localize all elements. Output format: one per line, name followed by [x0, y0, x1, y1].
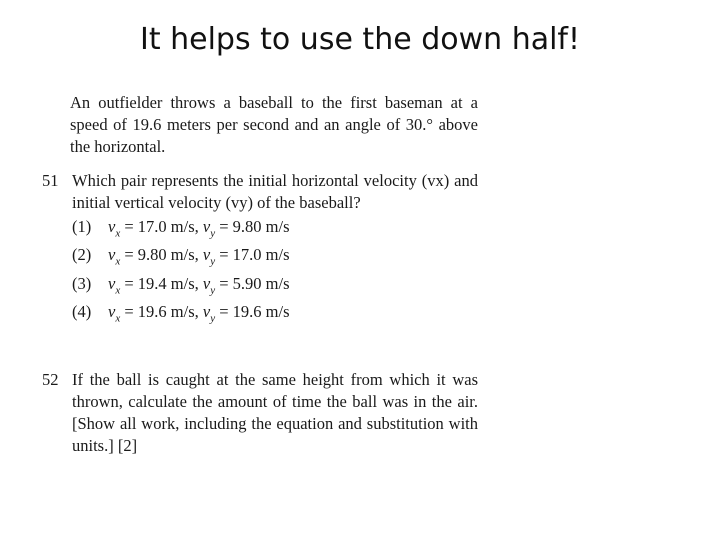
option-vy: 17.0 m/s — [232, 245, 290, 265]
option-vx: 19.4 m/s — [137, 273, 195, 293]
question-number: 52 — [42, 370, 59, 390]
option-vy: 5.90 m/s — [232, 273, 290, 293]
option-vx: 19.6 m/s — [137, 301, 195, 321]
answer-option[interactable]: (2) $v_x$ = 9.80 m/s , $v_y$ = 17.0 m/s — [72, 244, 478, 272]
option-label: (4) — [72, 301, 92, 321]
scanned-question-excerpt — [38, 92, 478, 457]
answer-options — [72, 216, 478, 329]
question-text: If the ball is caught at the same height from which it was thrown, calculate the amount of time the ball was in the air. [Show all work, including the equation and substitution with units.] [2] — [72, 370, 478, 456]
option-label: (1) — [72, 217, 92, 236]
option-label: (2) — [72, 245, 92, 265]
passage-intro: An outfielder throws a baseball to the first baseman at a speed of 19.6 meters per second and an angle of 30.° above the horizontal. — [70, 93, 478, 156]
option-vy: 19.6 m/s — [232, 301, 290, 321]
option-vy: 9.80 m/s — [232, 217, 290, 236]
question-number: 51 — [42, 171, 59, 190]
question-52 — [38, 369, 478, 457]
answer-option[interactable]: (3) $v_x$ = 19.4 m/s , $v_y$ = 5.90 m/s — [72, 273, 478, 301]
question-51 — [38, 170, 478, 329]
answer-option[interactable]: (4) $v_x$ = 19.6 m/s , $v_y$ = 19.6 m/s — [72, 301, 478, 329]
answer-option[interactable]: (1) $v_x$ = 17.0 m/s , $v_y$ = 9.80 m/s — [72, 216, 478, 244]
option-vx: 17.0 m/s — [137, 217, 195, 236]
option-label: (3) — [72, 273, 92, 293]
option-vx: 9.80 m/s — [137, 245, 195, 265]
slide-title: It helps to use the down half! — [139, 22, 581, 57]
question-text: Which pair represents the initial horizontal velocity (vx) and initial vertical velocity (vy) of the baseball? — [72, 171, 478, 212]
